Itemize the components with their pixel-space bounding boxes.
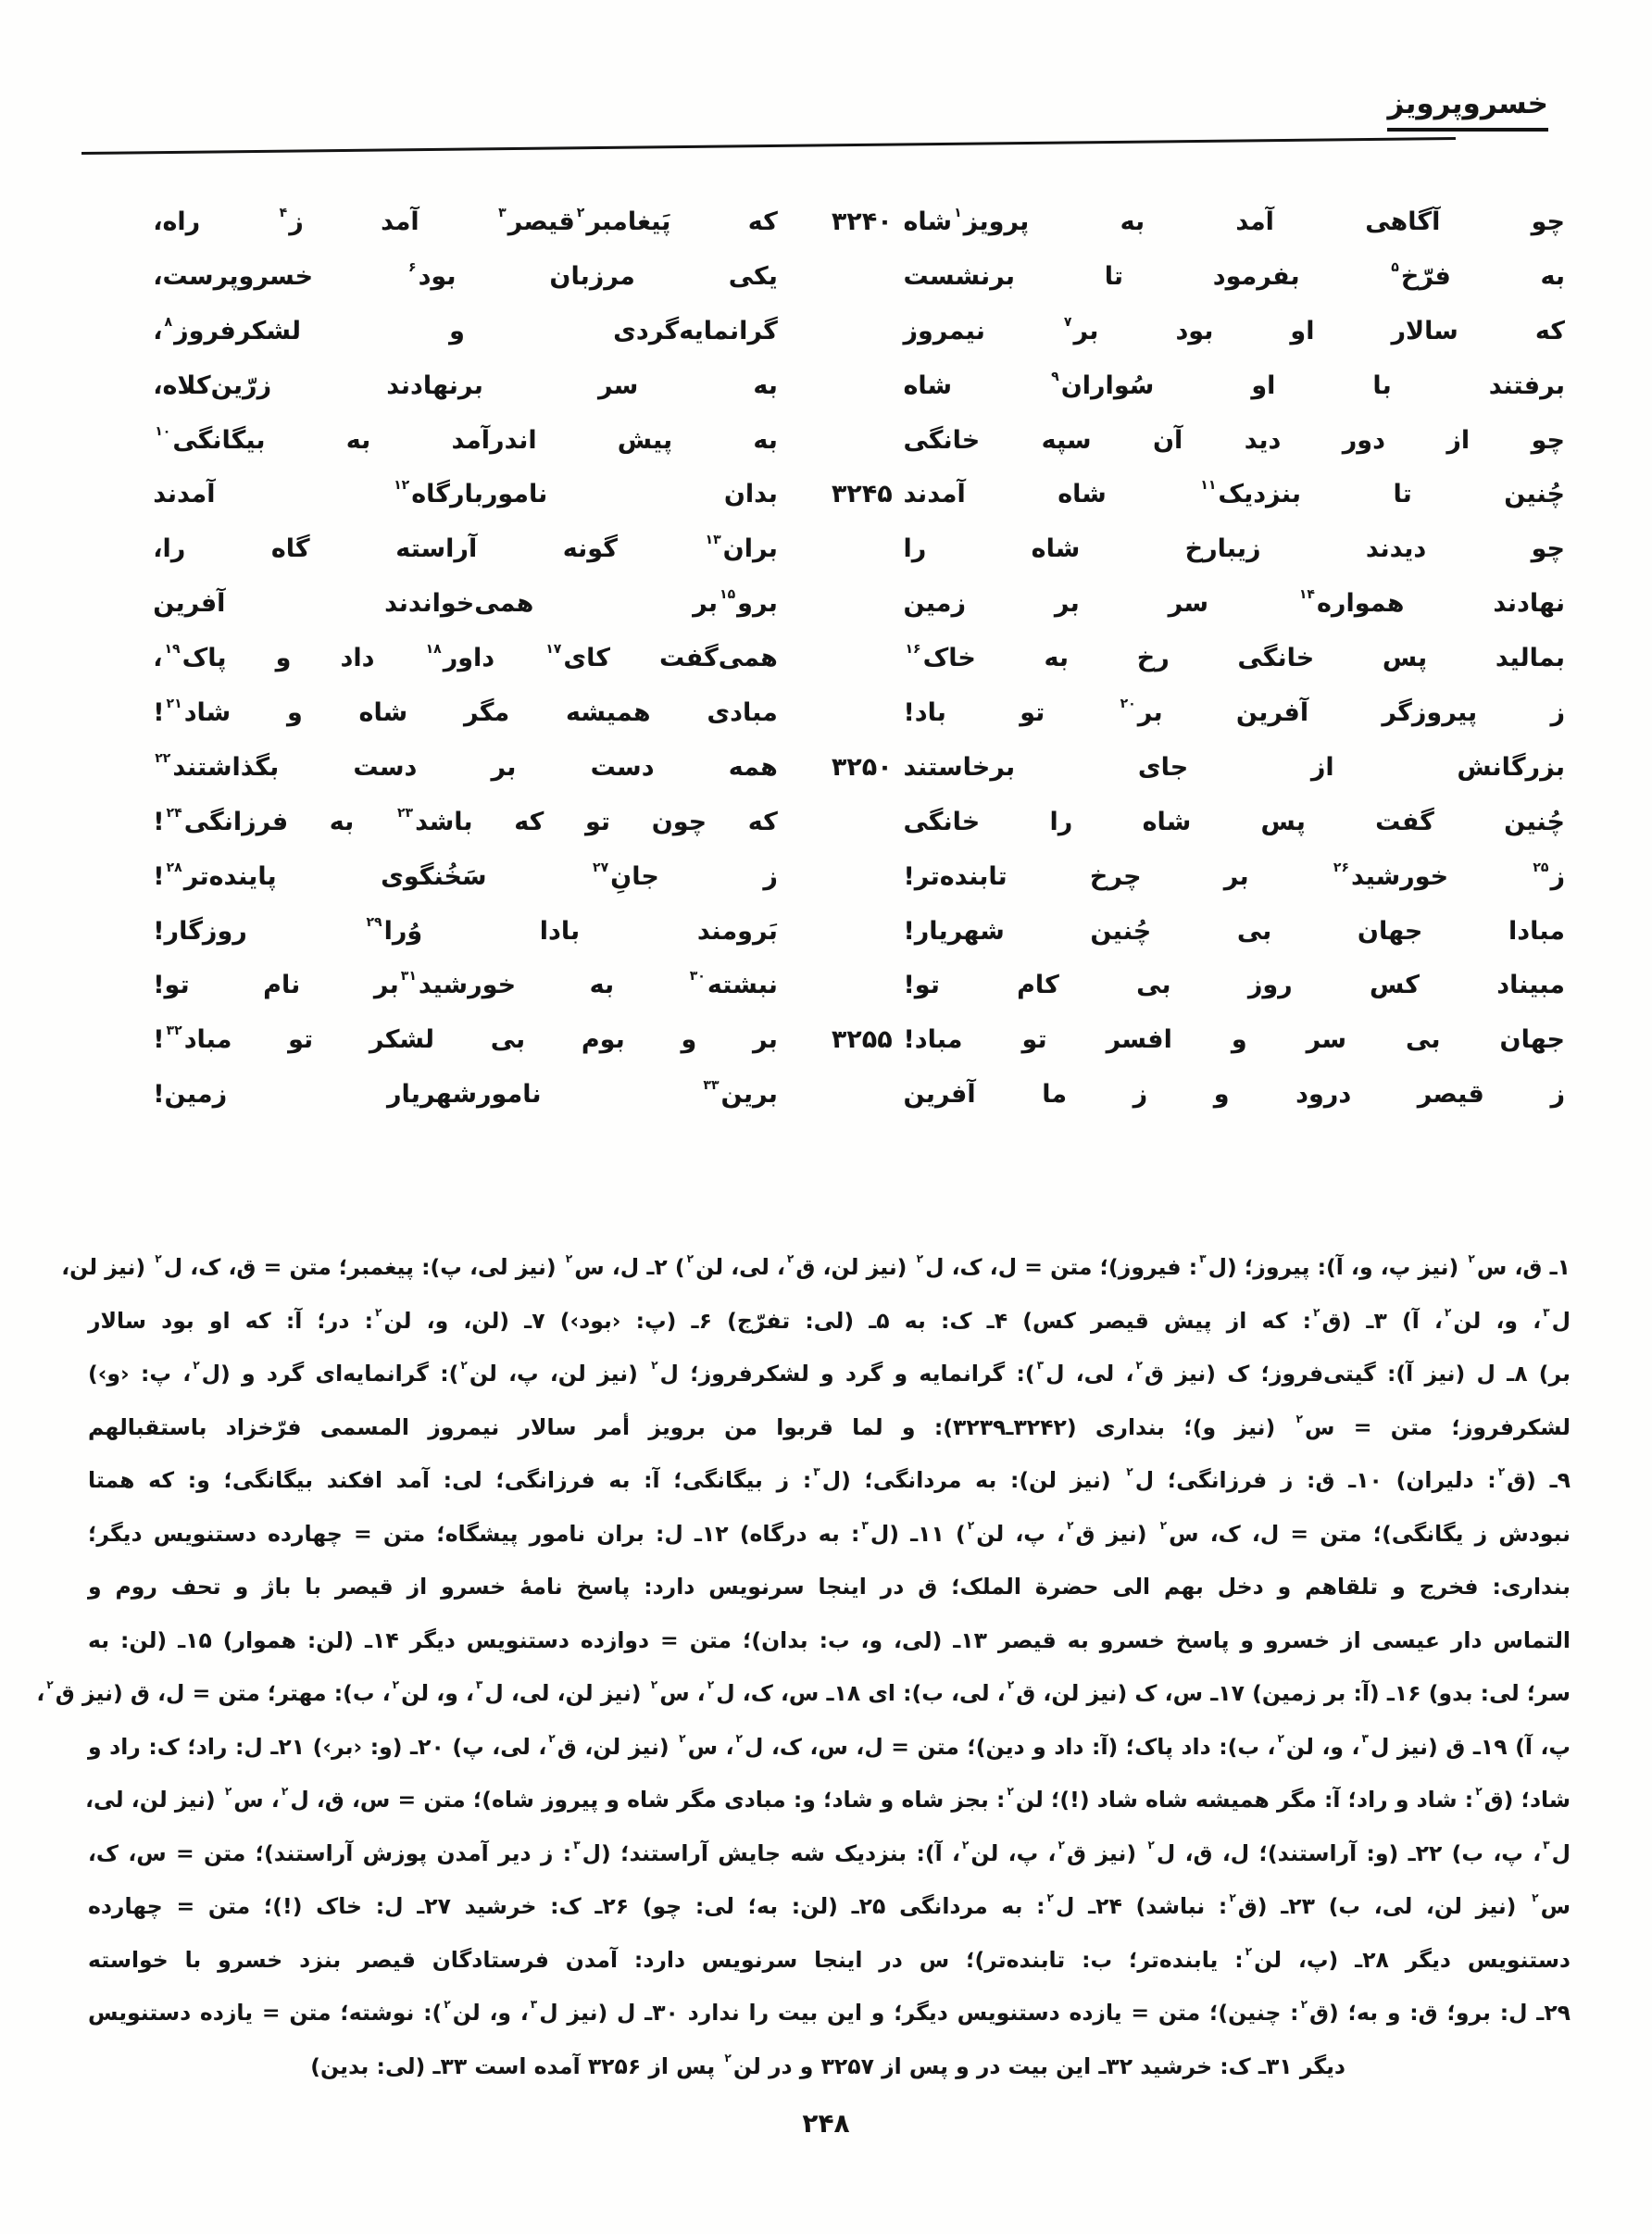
footnote-marker: ۲	[1058, 1838, 1065, 1851]
second-hemistich: که چون تو که باشد$^{۲۳}$ به فرزانگی$^{۲۴}$!	[153, 805, 778, 836]
verse-number: ۳۲۵۵	[831, 1025, 893, 1055]
footnote-marker: ۲	[565, 1252, 573, 1266]
footnote-line: شاد؛ (ق$^۲$: شاد و راد؛ آ: مگر همیشه شاه شاد (!)؛ لن$^۲$: بجز شاه و شاد؛ و: مبادی مگر شاه و پیروز شاه)؛ متن = س، ق، ل$^۲$، س$^۲$ (نیز لن، لی،	[85, 1785, 1571, 1813]
second-hemistich: یکی مرزبان بود$^۶$ خسروپرست،	[153, 259, 778, 291]
footnote-marker: ۹	[1051, 369, 1059, 384]
verse-row	[88, 750, 1565, 808]
second-hemistich: که پَیغامبر$^۲$قیصر$^۳$ آمد ز$^۴$ راه،	[153, 206, 778, 236]
footnote-line: س$^۲$ (نیز لن، لی، ب) ۲۳ـ (ق$^۲$: نباشد) ۲۴ـ ل$^۲$: به مردانگی ۲۵ـ (لن: به؛ لی: چو) ۲۶ـ ک: خرشید ۲۷ـ ل: خاک (!)؛ متن = چهارده	[88, 1891, 1571, 1919]
verse-row	[88, 914, 1565, 972]
footnote-marker: ۸	[164, 314, 173, 330]
footnote-marker: ۲	[1229, 1891, 1236, 1905]
footnote-marker: ۲	[193, 1359, 200, 1373]
footnote-marker: ۲	[1295, 1412, 1304, 1425]
footnote-marker: ۲	[1046, 1891, 1054, 1905]
footnote-line: پ، آ) ۱۹ـ ق (نیز ل$^۳$، و، لن$^۲$، ب): داد پاک؛ (آ: داد و دین)؛ متن = ل، س، ک، ل$^۲$، س$^۲$ (نیز لن، ق$^۲$، لی، پ) ۲۰ـ (و: ‹بر›) ۲۱ـ ل: راد؛ ک: راد و	[88, 1731, 1571, 1760]
footnote-marker: ۱۹	[164, 642, 181, 658]
footnote-marker: ۳۳	[703, 1078, 720, 1094]
footnote-marker: ۲	[724, 2051, 732, 2065]
footnote-line: لشکرفروز؛ متن = س$^۲$ (نیز و)؛ بنداری (۳۲۴۲ـ۳۲۳۹): و لما قربوا من برویز أمر سالار نیمروز المسمی فرّخزاد باستقبالهم	[88, 1412, 1571, 1440]
footnote-line: سر؛ لی: بدو) ۱۶ـ (آ: بر زمین) ۱۷ـ س، ک (نیز لن، ق$^۲$، لی، ب): ای ۱۸ـ س، ک، ل$^۲$، س$^۲$ (نیز لن، لی، ل$^۳$، و، لن$^۲$، ب): مهتر؛ متن = ل، ق (نیز ق$^۲$،	[36, 1678, 1571, 1706]
footnote-marker: ۱۵	[720, 587, 736, 603]
footnote-marker: ۲	[46, 1678, 54, 1692]
first-hemistich: که سالار او بود بر$^۷$ نیمروز	[903, 314, 1565, 345]
first-hemistich: چو دیدند زیبارخ شاه را	[903, 534, 1565, 564]
second-hemistich: همه دست بر دست بگذاشتند$^{۲۲}$	[155, 750, 778, 782]
verse-number: ۳۲۵۰	[831, 752, 893, 782]
footnote-marker: ۲	[392, 1678, 400, 1692]
footnote-marker: ۲۸	[166, 860, 182, 875]
second-hemistich: به سر برنهادند زرّین‌کلاه،	[153, 370, 778, 400]
footnote-marker: ۲۲	[155, 750, 171, 766]
first-hemistich: بمالید پس خانگی رخ به خاک$^{۱۶}$	[905, 642, 1565, 673]
footnote-marker: ۳	[813, 1465, 820, 1479]
second-hemistich: بدان ناموربارگاه$^{۱۲}$ آمدند	[153, 478, 778, 509]
footnote-marker: ۳	[1199, 1252, 1207, 1266]
first-hemistich: مبیناد کس روز بی کام تو!	[903, 971, 1565, 1000]
second-hemistich: برین$^{۳۳}$ نامورشهریار زمین!	[153, 1078, 778, 1110]
second-hemistich: نبشته$^{۳۰}$ به خورشید$^{۳۱}$بر نام تو!	[153, 969, 778, 1000]
footnote-line: بنداری: فخرج و تلقاهم و دخل بهم الی حضرة الملک؛ ق در اینجا سرنویس دارد: پاسخ نامهٔ خسرو از قیصر با باژ و تحف روم و	[88, 1574, 1571, 1600]
verse-row	[88, 971, 1565, 1025]
page-number: ۲۴۸	[802, 2108, 850, 2139]
second-hemistich: ز جانِ$^{۲۷}$ سَخُنگوی پاینده‌تر$^{۲۸}$!	[153, 860, 778, 891]
first-hemistich: ز قیصر درود و ز ما آفرین	[903, 1080, 1565, 1110]
footnote-marker: ۴	[279, 206, 288, 220]
footnote-marker: ۲	[155, 1252, 162, 1266]
footnote-marker: ۳	[1543, 1305, 1550, 1319]
first-hemistich: چو از دور دید آن سپه خانگی	[903, 425, 1565, 455]
chapter-title: خسروپرویز	[1387, 87, 1548, 132]
footnote-marker: ۳	[475, 1678, 483, 1692]
footnote-marker: ۲	[1007, 1785, 1014, 1799]
verse-row	[88, 644, 1565, 698]
footnote-marker: ۲	[1277, 1731, 1284, 1745]
second-hemistich: بر و بوم بی لشکر تو مباد$^{۳۲}$!	[153, 1023, 778, 1055]
footnote-marker: ۲	[650, 1678, 658, 1692]
first-hemistich: ز$^{۲۵}$ خورشید$^{۲۶}$ بر چرخ تابنده‌تر!	[903, 860, 1565, 891]
second-hemistich: گرانمایه‌گردی و لشکرفروز$^۸$،	[153, 314, 778, 345]
first-hemistich: چُنین گفت پس شاه را خانگی	[903, 807, 1565, 836]
footnote-marker: ۲	[1468, 1252, 1475, 1266]
footnote-marker: ۲	[1007, 1678, 1015, 1692]
second-hemistich: مبادی همیشه مگر شاه و شاد$^{۲۱}$!	[153, 697, 778, 728]
poem-block	[88, 207, 1565, 1135]
footnote-marker: ۲	[1159, 1518, 1168, 1532]
footnote-marker: ۱۸	[425, 642, 442, 658]
footnote-marker: ۱۴	[1298, 587, 1315, 603]
verse-row	[88, 371, 1565, 426]
footnote-marker: ۲	[444, 1998, 451, 2012]
footnote-line: ۲۹ـ ل: برو؛ ق: و به؛ (ق$^۲$: چنین)؛ متن = یازده دستنویس دیگر؛ و این بیت را ندارد ۳۰ـ ل (نیز ل$^۳$، و، لن$^۲$): نوشته؛ متن = یازده دستنویس	[88, 1998, 1571, 2026]
footnote-marker: ۳	[1036, 1359, 1045, 1373]
verse-row	[88, 480, 1565, 534]
footnote-marker: ۱۶	[905, 642, 921, 658]
footnote-marker: ۲	[735, 1731, 743, 1745]
footnote-marker: ۲	[686, 1252, 695, 1266]
verse-row	[88, 534, 1565, 589]
first-hemistich: بزرگانش از جای برخاستند	[903, 752, 1565, 782]
footnote-marker: ۲	[786, 1252, 795, 1266]
footnote-marker: ۲	[1444, 1305, 1452, 1319]
second-hemistich: به پیش اندرآمد به بیگانگی$^{۱۰}$	[155, 423, 778, 455]
footnote-marker: ۲	[916, 1252, 924, 1266]
footnote-marker: ۲۶	[1333, 860, 1350, 875]
footnote-marker: ۲۵	[1533, 860, 1549, 875]
footnote-marker: ۷	[1063, 314, 1072, 330]
footnote-marker: ۱۷	[545, 642, 562, 658]
critical-apparatus	[36, 1241, 1571, 2093]
footnote-marker: ۳	[498, 206, 507, 220]
verse-row	[88, 1080, 1565, 1135]
footnote-marker: ۲	[1475, 1785, 1483, 1799]
footnote-marker: ۲	[961, 1838, 970, 1851]
footnote-marker: ۳	[861, 1518, 869, 1532]
footnote-marker: ۲	[1245, 1944, 1253, 1958]
running-head	[1387, 87, 1548, 132]
footnote-line: بر) ۸ـ ل (نیز آ): گیتی‌فروز؛ ک (نیز ق$^۲$، لی، ل$^۳$): گرانمایه و گرد و لشکرفروز؛ ل$^۲$ (نیز لن، پ، لن$^۲$): گرانمایه‌ای گرد و (ل$^۲$، پ: ‹و›)	[88, 1359, 1571, 1387]
footnote-marker: ۲۰	[1120, 697, 1136, 712]
second-hemistich: همی‌گفت کای$^{۱۷}$ داور$^{۱۸}$ داد و پاک$^{۱۹}$،	[153, 642, 778, 673]
footnote-marker: ۳۱	[400, 969, 417, 985]
footnote-marker: ۲	[460, 1359, 468, 1373]
footnote-marker: ۲	[1135, 1359, 1143, 1373]
footnote-marker: ۱۳	[705, 533, 721, 548]
footnote-marker: ۲۴	[166, 805, 182, 821]
verse-row	[88, 423, 1565, 481]
second-hemistich: بران$^{۱۳}$ گونه آراسته گاه را،	[153, 533, 778, 564]
footnote-marker: ۲	[967, 1518, 975, 1532]
footnote-marker: ۲	[281, 1785, 289, 1799]
verse-row	[88, 314, 1565, 371]
verse-row	[88, 862, 1565, 917]
footnote-marker: ۲	[1147, 1838, 1155, 1851]
footnote-marker: ۲	[1313, 1305, 1320, 1319]
footnote-marker: ۲	[224, 1785, 232, 1799]
footnote-marker: ۳	[530, 1998, 538, 2012]
verse-row	[88, 259, 1565, 317]
footnote-line: نبودش ز یگانگی)؛ متن = ل، ک، س$^۲$ (نیز ق$^۲$، پ، لن$^۲$) ۱۱ـ (ل$^۳$: به درگاه) ۱۲ـ ل: بران نامور پیشگاه؛ متن = چهارده دستنویس دیگر؛	[88, 1518, 1571, 1547]
footnote-line: ل$^۳$، و، لن$^۲$، آ) ۳ـ (ق$^۲$: که از پیش قیصر کس) ۴ـ ک: به ۵ـ (لی: تفرّج) ۶ـ (پ: ‹بود›) ۷ـ (لن، و، لن$^۲$: در؛ آ: که او بود سالار	[88, 1305, 1571, 1334]
footnote-marker: ۲	[1532, 1891, 1539, 1905]
footnote-line: ۹ـ (ق$^۲$: دلیران) ۱۰ـ ق: ز فرزانگی؛ ل$^۲$ (نیز لن): به مردانگی؛ (ل$^۳$: ز بیگانگی؛ آ: به فرزانگی؛ لی: آمد افکند بیگانگی؛ و: که همتا	[88, 1465, 1571, 1493]
verse-row	[88, 805, 1565, 862]
footnote-marker: ۲۱	[166, 697, 182, 712]
footnote-marker: ۲	[1497, 1465, 1506, 1479]
first-hemistich: ز پیروزگر آفرین بر$^{۲۰}$ تو باد!	[903, 697, 1566, 728]
footnote-marker: ۲	[1126, 1465, 1133, 1479]
verse-row	[88, 1025, 1565, 1080]
footnote-marker: ۲	[679, 1731, 686, 1745]
footnote-marker: ۲	[548, 1731, 556, 1745]
footnote-marker: ۲	[707, 1678, 715, 1692]
first-hemistich: نهادند همواره$^{۱۴}$ سر بر زمین	[903, 587, 1566, 619]
footnote-marker: ۲	[1067, 1518, 1074, 1532]
footnote-marker: ۳۲	[166, 1023, 182, 1039]
footnote-line: التماس دار عیسی از خسرو و پاسخ خسرو به قیصر ۱۳ـ (لی، و، ب: بدان)؛ متن = دوازده دستنویس دیگر ۱۴ـ (لن: هموار) ۱۵ـ (لن: به	[88, 1626, 1571, 1653]
footnote-line: دستنویس دیگر ۲۸ـ (پ، لن$^۲$: یابنده‌تر؛ ب: تابنده‌تر)؛ س در اینجا سرنویس دارد: آمدن فرستادگان قیصر بنزد خسرو با خواسته	[88, 1944, 1571, 1973]
first-hemistich: چُنین تا بنزدیک$^{۱۱}$ شاه آمدند	[903, 478, 1565, 509]
header-rule	[81, 137, 1456, 155]
verse-number: ۳۲۴۰	[831, 207, 893, 236]
footnote-marker: ۱۲	[394, 478, 410, 494]
footnote-line: دیگر ۳۱ـ ک: خرشید ۳۲ـ این بیت در و پس از ۳۲۵۷ و در لن$^۲$ پس از ۳۲۵۶ آمده است ۳۳ـ (لی: بدین)	[310, 2051, 1345, 2079]
footnote-marker: ۱۱	[1200, 478, 1217, 494]
first-hemistich: جهان بی سر و افسر تو مباد!	[903, 1025, 1565, 1055]
footnote-marker: ۲۳	[396, 805, 414, 821]
footnote-marker: ۱۰	[155, 423, 171, 439]
footnote-marker: ۵	[1391, 259, 1399, 275]
verse-row	[88, 589, 1565, 644]
footnote-marker: ۲	[576, 206, 585, 220]
footnote-marker: ۳	[1361, 1731, 1369, 1745]
second-hemistich: بَرومند بادا وُرا$^{۲۹}$ روزگار!	[153, 914, 778, 946]
first-hemistich: به فرّخ$^۵$ بفرمود تا برنشست	[903, 259, 1565, 291]
verse-row	[88, 698, 1565, 753]
footnote-line: ۱ـ ق، س$^۲$ (نیز پ، و، آ): پیروز؛ (ل$^۳$: فیروز)؛ متن = ل، ک، ل$^۲$ (نیز لن، ق$^۲$، لی، لن$^۲$) ۲ـ ل، س$^۲$ (نیز لی، پ): پیغمبر؛ متن = ق، ک، ل$^۲$ (نیز لن،	[61, 1252, 1571, 1280]
footnote-line: ل$^۳$، پ، ب) ۲۲ـ (و: آراستند)؛ ل، ق، ل$^۲$ (نیز ق$^۲$، پ، لن$^۲$، آ): بنزدیک شه جایش آراستند؛ (ل$^۳$: ز دیر آمدن پوزش آراستند)؛ متن = س، ک،	[88, 1838, 1571, 1866]
first-hemistich: مبادا جهان بی چُنین شهریار!	[903, 916, 1565, 946]
footnote-marker: ۳	[573, 1838, 581, 1851]
verse-number: ۳۲۴۵	[831, 480, 893, 509]
footnote-marker: ۲	[651, 1359, 658, 1373]
verse-row	[88, 207, 1565, 262]
footnote-marker: ۲۷	[593, 860, 609, 875]
first-hemistich: چو آگاهی آمد به پرویز$^۱$شاه	[903, 206, 1565, 236]
footnote-marker: ۲	[375, 1305, 382, 1319]
first-hemistich: برفتند با او سُواران$^۹$ شاه	[903, 369, 1566, 400]
footnote-marker: ۲	[1300, 1998, 1308, 2012]
footnote-marker: ۱	[954, 206, 962, 220]
footnote-marker: ۲۹	[366, 914, 382, 930]
footnote-marker: ۳	[1543, 1838, 1550, 1851]
second-hemistich: برو$^{۱۵}$بر همی‌خواندند آفرین	[153, 587, 778, 619]
footnote-marker: ۳۰	[689, 969, 706, 985]
footnote-marker: ۶	[407, 259, 417, 275]
